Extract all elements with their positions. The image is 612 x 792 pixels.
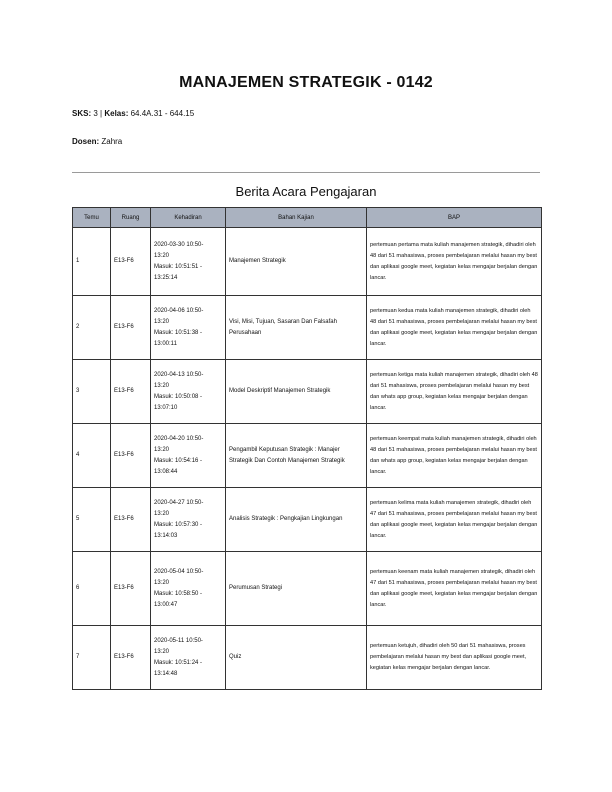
cell-temu: 3 <box>73 360 111 424</box>
cell-bahan-kajian: Quiz <box>226 626 367 690</box>
kelas-value: 64.4A.31 - 644.15 <box>130 109 195 118</box>
kehadiran-line: 13:14:03 <box>154 532 178 539</box>
kehadiran-line: 13:20 <box>154 648 170 655</box>
cell-bahan-kajian: Visi, Misi, Tujuan, Sasaran Dan Falsafah Perusahaan <box>226 296 367 360</box>
cell-kehadiran <box>151 488 226 552</box>
cell-temu: 5 <box>73 488 111 552</box>
sks-value: 3 | <box>93 109 105 118</box>
kelas-label: Kelas: <box>104 109 129 118</box>
cell-bap: pertemuan keempat mata kuliah manajemen strategik, dihadiri oleh 48 dari 51 mahasiswa, proses pembelajaran melalui hasan my best dan whats app group, kegiatan kelas mengajar berjalan dengan lancar. <box>367 424 542 488</box>
cell-temu: 4 <box>73 424 111 488</box>
cell-bahan-kajian: Pengambil Keputusan Strategik : Manajer Strategik Dan Contoh Manajemen Strategik <box>226 424 367 488</box>
kehadiran-line: 13:25:14 <box>154 274 178 281</box>
cell-bap: pertemuan ketujuh, dihadiri oleh 50 dari 51 mahasiswa, proses pembelajaran melalui hasan my best dan aplikasi google meet, kegiatan kelas mengajar berjalan dengan lancar. <box>367 626 542 690</box>
kehadiran-line: 13:08:44 <box>154 468 178 475</box>
cell-ruang: E13-F6 <box>111 424 151 488</box>
cell-ruang: E13-F6 <box>111 296 151 360</box>
kehadiran-line: 2020-03-30 10:50- <box>154 241 204 248</box>
cell-ruang: E13-F6 <box>111 552 151 626</box>
header-kehadiran: Kehadiran <box>151 208 226 228</box>
kehadiran-line: 13:14:48 <box>154 670 178 677</box>
kehadiran-line: Masuk: 10:57:30 - <box>154 521 203 528</box>
cell-kehadiran <box>151 360 226 424</box>
kehadiran-line: 13:00:11 <box>154 340 177 347</box>
cell-kehadiran <box>151 296 226 360</box>
kehadiran-line: 2020-04-13 10:50- <box>154 371 204 378</box>
course-meta <box>72 109 194 118</box>
kehadiran-line: 13:20 <box>154 382 170 389</box>
cell-temu: 2 <box>73 296 111 360</box>
kehadiran-line: 13:20 <box>154 252 170 259</box>
dosen-value: Zahra <box>101 137 123 146</box>
kehadiran-line: 13:00:47 <box>154 601 178 608</box>
table-row <box>73 626 542 690</box>
header-ruang: Ruang <box>111 208 151 228</box>
table-row <box>73 424 542 488</box>
kehadiran-line: 13:20 <box>154 446 170 453</box>
cell-bahan-kajian: Model Deskriptif Manajemen Strategik <box>226 360 367 424</box>
kehadiran-line: 13:20 <box>154 318 170 325</box>
divider <box>72 172 540 173</box>
table-row <box>73 488 542 552</box>
header-temu: Temu <box>73 208 111 228</box>
cell-bahan-kajian: Analisis Strategik : Pengkajian Lingkungan <box>226 488 367 552</box>
header-bahan-kajian: Bahan Kajian <box>226 208 367 228</box>
kehadiran-line: 13:20 <box>154 510 170 517</box>
cell-bap: pertemuan kelima mata kuliah manajemen strategik, dihadiri oleh 47 dari 51 mahasiswa, proses pembelajaran melalui hasan my best dan aplikasi google meet, kegiatan kelas mengajar berjalan dengan lancar. <box>367 488 542 552</box>
kehadiran-line: 13:07:10 <box>154 404 178 411</box>
kehadiran-line: Masuk: 10:51:38 - <box>154 329 203 336</box>
cell-bap: pertemuan kedua mata kuliah manajemen strategik, dihadiri oleh 48 dari 51 mahasiswa, proses pembelajaran melalui hasan my best dan aplikasi google meet, kegiatan kelas mengajar berjalan dengan lancar. <box>367 296 542 360</box>
cell-bahan-kajian: Manajemen Strategik <box>226 228 367 296</box>
kehadiran-line: Masuk: 10:51:51 - <box>154 263 203 270</box>
kehadiran-line: 2020-05-11 10:50- <box>154 637 203 644</box>
kehadiran-line: 2020-04-27 10:50- <box>154 499 204 506</box>
cell-bap: pertemuan ketiga mata kuliah manajemen strategik, dihadiri oleh 48 dari 51 mahasiswa, proses pembelajaran melalui hasan my best dan whats app group, kegiatan kelas mengajar berjalan dengan lancar. <box>367 360 542 424</box>
cell-ruang: E13-F6 <box>111 488 151 552</box>
dosen-label: Dosen: <box>72 137 100 146</box>
sks-label: SKS: <box>72 109 92 118</box>
table-row <box>73 296 542 360</box>
kehadiran-line: 2020-04-06 10:50- <box>154 307 204 314</box>
kehadiran-line: 2020-04-20 10:50- <box>154 435 204 442</box>
table-row <box>73 360 542 424</box>
cell-ruang: E13-F6 <box>111 228 151 296</box>
kehadiran-line: 2020-05-04 10:50- <box>154 568 204 575</box>
cell-temu: 7 <box>73 626 111 690</box>
page-title: MANAJEMEN STRATEGIK - 0142 <box>179 74 433 91</box>
cell-ruang: E13-F6 <box>111 626 151 690</box>
cell-kehadiran <box>151 228 226 296</box>
cell-bap: pertemuan keenam mata kuliah manajemen strategik, dihadiri oleh 47 dari 51 mahasiswa, proses pembelajaran melalui hasan my best dan aplikasi google meet, kegiatan kelas mengajar berjalan dengan lancar. <box>367 552 542 626</box>
cell-ruang: E13-F6 <box>111 360 151 424</box>
cell-temu: 6 <box>73 552 111 626</box>
table-row <box>73 552 542 626</box>
cell-kehadiran <box>151 552 226 626</box>
kehadiran-line: 13:20 <box>154 579 170 586</box>
kehadiran-line: Masuk: 10:54:16 - <box>154 457 203 464</box>
cell-temu: 1 <box>73 228 111 296</box>
table-header-row <box>73 208 542 228</box>
cell-bahan-kajian: Perumusan Strategi <box>226 552 367 626</box>
kehadiran-line: Masuk: 10:50:08 - <box>154 393 203 400</box>
kehadiran-line: Masuk: 10:51:24 - <box>154 659 203 666</box>
cell-kehadiran <box>151 424 226 488</box>
table-row <box>73 228 542 296</box>
cell-kehadiran <box>151 626 226 690</box>
cell-bap: pertemuan pertama mata kuliah manajemen strategik, dihadiri oleh 48 dari 51 mahasiswa, proses pembelajaran melalui hasan my best dan aplikasi google meet, kegiatan kelas mengajar berjalan dengan lancar. <box>367 228 542 296</box>
section-title: Berita Acara Pengajaran <box>235 184 377 199</box>
header-bap: BAP <box>367 208 542 228</box>
bap-table <box>72 207 542 690</box>
kehadiran-line: Masuk: 10:58:50 - <box>154 590 203 597</box>
lecturer-meta <box>72 137 122 146</box>
